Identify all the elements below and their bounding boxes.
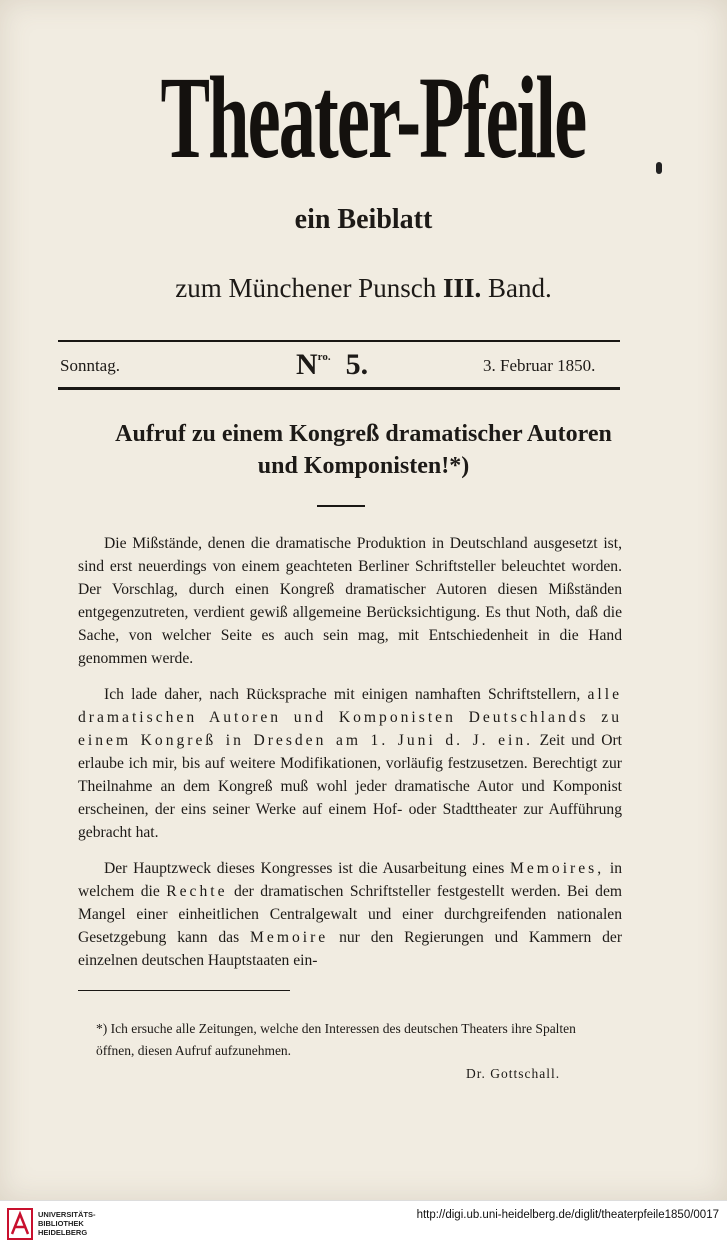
subtitle-volume <box>0 273 727 304</box>
masthead-title: Theater-Pfeile <box>160 52 586 183</box>
paragraph-text: in welchem die <box>78 860 622 900</box>
issue-number <box>296 348 368 382</box>
subtitle-supplement: ein Beiblatt <box>294 204 433 235</box>
article-paragraph: Die Mißstände, denen die dramatische Produktion in Deutschland ausgesetzt ist, sind erst neuerdings von einem geachteten Berliner Schriftsteller beleuchtet worden. Der Vorschlag, durch einen Kongreß dramatischer Autoren diesen Mißständen entgegenzutreten, verdient gewiß allgemeine Berücksichtigung. Es thut Noth, daß die Sache, von welcher Seite es auch sein mag, mit Entschiedenheit in die Hand genommen werde. <box>78 535 622 667</box>
paragraph-text: der dramatischen Schriftsteller festgestellt werden. Bei dem Mangel einer einheitlichen Centralgewalt und einer durchgreifenden nationalen Gesetzgebung kann das <box>78 883 622 946</box>
issue-day: Sonntag. <box>60 356 120 375</box>
issue-number-value: 5. <box>345 348 369 381</box>
article-title <box>40 418 687 482</box>
paragraph-text: Der Hauptzweck dieses Kongresses ist die Ausarbeitung eines <box>104 860 505 877</box>
spaced-emphasis: Memoires, <box>510 860 605 877</box>
footnote: *) Ich ersuche alle Zeitungen, welche den Interessen des deutschen Theaters ihre Spalten öffnen, diesen Aufruf aufzunehmen. <box>96 1021 576 1058</box>
spaced-emphasis: Rechte <box>166 883 228 900</box>
article-paragraph <box>78 857 622 972</box>
issue-number-prefix: N <box>296 348 318 381</box>
source-url-link[interactable]: http://digi.ub.uni-heidelberg.de/diglit/theaterpfeile1850/0017 <box>416 1209 719 1221</box>
issue-number-sup: ro. <box>317 351 331 363</box>
paragraph-text: nur den Regierungen und Kammern der einzelnen deutschen Hauptstaaten ein- <box>78 929 623 969</box>
subtitle-volume-number: III. <box>442 273 482 303</box>
spaced-emphasis: Memoire <box>250 929 329 946</box>
article-title-line1: Aufruf zu einem Kongreß dramatischer Autoren <box>115 421 612 447</box>
footer-bar <box>0 1200 727 1253</box>
header-rule-top <box>58 340 620 342</box>
subtitle-volume-post: Band. <box>487 273 552 303</box>
paragraph-text: Ich lade daher, nach Rücksprache mit einigen namhaften Schriftstellern, <box>104 686 581 703</box>
paragraph-text: Zeit und Ort erlaube ich mir, bis auf weitere Modifikationen, vorläufig festzusetzen. Berechtigt zur Theilnahme an dem Kongreß muß wohl jeder dramatische Autor und Komponist erscheinen, der eins seiner Werke auf einem Hof- oder Stadttheater zur Aufführung gebracht hat. <box>78 732 622 841</box>
ink-spot <box>656 162 662 174</box>
article-paragraph <box>78 683 622 844</box>
header-rule-bottom <box>58 387 620 390</box>
article-body <box>78 532 622 985</box>
article-title-line2: und Komponisten!*) <box>257 453 470 479</box>
library-name: UNIVERSITÄTS- BIBLIOTHEK HEIDELBERG <box>38 1210 96 1237</box>
spaced-emphasis: alle dramatischen Autoren und Komponisten Deutschlands zu einem Kongreß in Dresden am 1. Juni d. J. ein. <box>78 686 623 749</box>
signature: Dr. Gottschall. <box>466 1066 561 1081</box>
issue-date: 3. Februar 1850. <box>483 356 596 375</box>
university-library-logo-icon[interactable] <box>6 1206 34 1244</box>
title-divider <box>317 505 365 507</box>
footnote-rule <box>78 990 290 991</box>
subtitle-volume-pre: zum Münchener Punsch <box>175 273 437 303</box>
